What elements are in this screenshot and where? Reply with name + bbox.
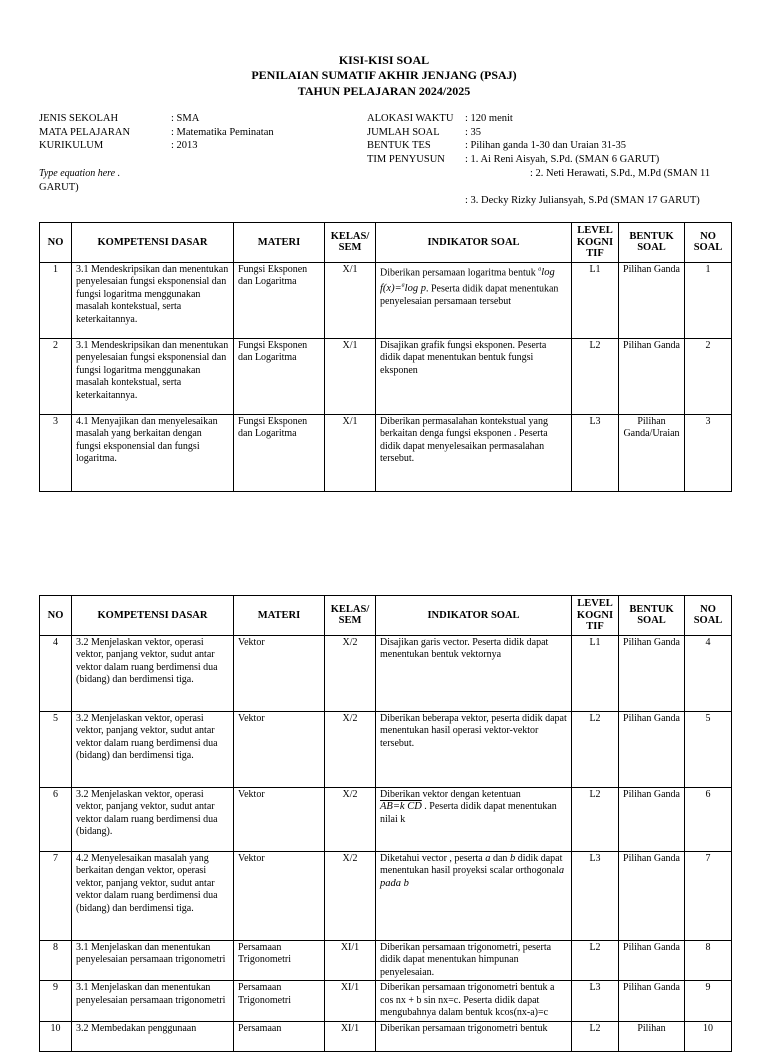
cell-kompetensi-dasar: 3.2 Membedakan penggunaan: [72, 1022, 234, 1052]
header-kompetensi-dasar: KOMPETENSI DASAR: [72, 223, 234, 263]
header-kompetensi-dasar: KOMPETENSI DASAR: [72, 596, 234, 636]
cell-kompetensi-dasar: 3.1 Menjelaskan dan menentukan penyelesaian persamaan trigonometri: [72, 940, 234, 981]
cell-indikator: Disajikan grafik fungsi eksponen. Peserta didik dapat menentukan bentuk fungsi eksponen: [376, 338, 572, 414]
cell-level: L2: [572, 940, 619, 981]
cell-materi: Vektor: [234, 851, 325, 940]
cell-no: 4: [40, 635, 72, 711]
indikator-text: . Peserta didik dapat menentukan nilai k: [380, 801, 557, 825]
cell-indikator: Diberikan persamaan trigonometri, peserta didik dapat menentukan himpunan penyelesaian.: [376, 940, 572, 981]
cell-kompetensi-dasar: 3.1 Mendeskripsikan dan menentukan penyelesaian fungsi eksponensial dan fungsi logaritma menggunakan masalah kontekstual, serta keterkaitannya.: [72, 262, 234, 338]
info-value: : 120 menit: [465, 113, 513, 124]
cell-indikator: [376, 851, 572, 940]
cell-level: L3: [572, 981, 619, 1022]
header-kelas-sem: KELAS/ SEM: [325, 223, 376, 263]
cell-kompetensi-dasar: 3.1 Menjelaskan dan menentukan penyelesaian persamaan trigonometri: [72, 981, 234, 1022]
cell-level: L2: [572, 787, 619, 851]
cell-kompetensi-dasar: 3.1 Mendeskripsikan dan menentukan penyelesaian fungsi eksponensial dan fungsi logaritma menggunakan masalah kontekstual, serta keterkaitannya.: [72, 338, 234, 414]
vector-b: b: [509, 852, 516, 864]
table-row: [40, 635, 732, 711]
info-bentuk-tes: [367, 139, 626, 153]
info-label: JUMLAH SOAL: [367, 127, 440, 138]
indikator-math: $^a$log f(x)=$^a$log p: [380, 266, 555, 295]
cell-bentuk: Pilihan Ganda/Uraian: [619, 414, 685, 491]
info-kurikulum: [39, 139, 198, 153]
cell-level: L2: [572, 711, 619, 787]
math-expression: log f(x)=: [380, 267, 555, 295]
cell-no-soal: 4: [685, 635, 732, 711]
cell-kelas: X/2: [325, 635, 376, 711]
info-label: MATA PELAJARAN: [39, 127, 131, 138]
header-level-kognitif: LEVEL KOGNI TIF: [572, 223, 619, 263]
cell-kelas: X/1: [325, 338, 376, 414]
doc-title-line-1: KISI-KISI SOAL: [338, 53, 430, 67]
table-row: [40, 414, 732, 491]
cell-kompetensi-dasar: 3.2 Menjelaskan vektor, operasi vektor, panjang vektor, sudut antar vektor dalam ruang berdimensi dua (bidang).: [72, 787, 234, 851]
indikator-math: AB=k CD: [380, 801, 422, 813]
cell-level: L1: [572, 262, 619, 338]
cell-no: 1: [40, 262, 72, 338]
cell-no-soal: 1: [685, 262, 732, 338]
info-tim-2: : 2. Neti Herawati, S.Pd., M.Pd (SMAN 11: [530, 168, 711, 179]
cell-bentuk: Pilihan Ganda: [619, 981, 685, 1022]
info-value: : 1. Ai Reni Aisyah, S.Pd. (SMAN 6 GARUT): [465, 154, 660, 165]
table-row: [40, 787, 732, 851]
cell-indikator: Diberikan persamaan trigonometri bentuk a cos nx + b sin nx=c. Peserta didik dapat mengubahnya dalam bentuk kcos(nx-a)=c: [376, 981, 572, 1022]
cell-bentuk: Pilihan Ganda: [619, 711, 685, 787]
info-tim-3: : 3. Decky Rizky Juliansyah, S.Pd (SMAN 17 GARUT): [465, 195, 700, 206]
cell-indikator: Diberikan permasalahan kontekstual yang berkaitan denga fungsi eksponen . Peserta didik dapat menyelesaikan permasalahan tersebut.: [376, 414, 572, 491]
header-materi: MATERI: [234, 223, 325, 263]
cell-materi: Persamaan Trigonometri: [234, 981, 325, 1022]
indikator-text: Diketahui vector , peserta: [380, 852, 486, 864]
cell-level: L2: [572, 1022, 619, 1052]
header-no-soal: NO SOAL: [685, 596, 732, 636]
doc-title-line-3: TAHUN PELAJARAN 2024/2025: [297, 84, 471, 98]
header-bentuk-soal: BENTUK SOAL: [619, 596, 685, 636]
cell-no: 9: [40, 981, 72, 1022]
info-mata-pelajaran: [39, 126, 274, 140]
cell-no-soal: 5: [685, 711, 732, 787]
cell-bentuk: Pilihan Ganda: [619, 940, 685, 981]
cell-no: 5: [40, 711, 72, 787]
table-row: [40, 1022, 732, 1052]
cell-no: 8: [40, 940, 72, 981]
cell-indikator: Disajikan garis vector. Peserta didik dapat menentukan bentuk vektornya: [376, 635, 572, 711]
info-label: ALOKASI WAKTU: [367, 113, 454, 124]
header-no: NO: [40, 223, 72, 263]
cell-bentuk: Pilihan: [619, 1022, 685, 1052]
table-row: [40, 981, 732, 1022]
cell-level: L3: [572, 851, 619, 940]
info-tim-2-cont: GARUT): [39, 182, 79, 193]
cell-kelas: X/1: [325, 414, 376, 491]
cell-level: L2: [572, 338, 619, 414]
cell-kelas: X/2: [325, 711, 376, 787]
cell-materi: Persamaan: [234, 1022, 325, 1052]
cell-no-soal: 7: [685, 851, 732, 940]
header-bentuk-soal: BENTUK SOAL: [619, 223, 685, 263]
cell-kelas: XI/1: [325, 1022, 376, 1052]
cell-materi: Vektor: [234, 635, 325, 711]
header-kelas-sem: KELAS/ SEM: [325, 596, 376, 636]
info-alokasi-waktu: [367, 112, 513, 126]
cell-kelas: XI/1: [325, 940, 376, 981]
vector-a: a: [485, 852, 491, 864]
cell-no-soal: 3: [685, 414, 732, 491]
kisi-kisi-table-1: [39, 222, 732, 492]
table-row: [40, 940, 732, 981]
cell-materi: Fungsi Eksponen dan Logaritma: [234, 414, 325, 491]
info-value: : 2013: [171, 140, 198, 151]
cell-indikator: Diberikan beberapa vektor, peserta didik dapat menentukan hasil operasi vektor-vektor tersebut.: [376, 711, 572, 787]
info-jenis-sekolah: [39, 112, 199, 126]
cell-indikator: [376, 262, 572, 338]
info-value: : 35: [465, 127, 482, 138]
cell-kompetensi-dasar: 4.2 Menyelesaikan masalah yang berkaitan dengan vektor, operasi vektor, panjang vektor, sudut antar vektor dalam ruang berdimensi dua (bidang) dan berdimensi tiga.: [72, 851, 234, 940]
cell-no: 2: [40, 338, 72, 414]
table-header-row: [40, 596, 732, 636]
table-row: [40, 851, 732, 940]
cell-no: 3: [40, 414, 72, 491]
indikator-text: Diberikan vektor dengan ketentuan: [380, 788, 521, 800]
cell-indikator: [376, 787, 572, 851]
cell-kompetensi-dasar: 4.1 Menyajikan dan menyelesaikan masalah yang berkaitan dengan fungsi eksponensial dan fungsi logaritma.: [72, 414, 234, 491]
cell-bentuk: Pilihan Ganda: [619, 262, 685, 338]
header-materi: MATERI: [234, 596, 325, 636]
cell-no-soal: 8: [685, 940, 732, 981]
info-label: KURIKULUM: [39, 140, 104, 151]
indikator-text: . Peserta didik dapat menentukan penyelesaian persamaan tersebut: [380, 283, 559, 307]
cell-no-soal: 6: [685, 787, 732, 851]
cell-kompetensi-dasar: 3.2 Menjelaskan vektor, operasi vektor, panjang vektor, sudut antar vektor dalam ruang berdimensi dua (bidang) dan berdimensi tiga.: [72, 635, 234, 711]
cell-no: 7: [40, 851, 72, 940]
indikator-math: a pada b: [380, 865, 565, 889]
info-jumlah-soal: [367, 126, 481, 140]
info-label: TIM PENYUSUN: [367, 154, 445, 165]
cell-materi: Vektor: [234, 711, 325, 787]
indikator-text: Diberikan persamaan logaritma bentuk: [380, 267, 539, 278]
type-equation-placeholder[interactable]: Type equation here .: [39, 168, 121, 179]
kisi-kisi-table-2: [39, 595, 732, 1052]
header-level-kognitif: LEVEL KOGNI TIF: [572, 596, 619, 636]
table-row: [40, 711, 732, 787]
info-value: : SMA: [171, 113, 200, 124]
info-label: BENTUK TES: [367, 140, 431, 151]
header-indikator-soal: INDIKATOR SOAL: [376, 596, 572, 636]
cell-no-soal: 9: [685, 981, 732, 1022]
doc-title-line-2: PENILAIAN SUMATIF AKHIR JENJANG (PSAJ): [251, 68, 517, 82]
cell-materi: Fungsi Eksponen dan Logaritma: [234, 262, 325, 338]
header-no-soal: NO SOAL: [685, 223, 732, 263]
table-row: [40, 338, 732, 414]
indikator-text: dan: [490, 852, 510, 864]
header-no: NO: [40, 596, 72, 636]
table-header-row: [40, 223, 732, 263]
cell-kelas: X/2: [325, 787, 376, 851]
info-value: : Matematika Peminatan: [171, 127, 274, 138]
cell-kelas: XI/1: [325, 981, 376, 1022]
cell-no: 10: [40, 1022, 72, 1052]
cell-materi: Fungsi Eksponen dan Logaritma: [234, 338, 325, 414]
cell-kelas: X/2: [325, 851, 376, 940]
cell-materi: Persamaan Trigonometri: [234, 940, 325, 981]
cell-no-soal: 2: [685, 338, 732, 414]
cell-level: L3: [572, 414, 619, 491]
info-value: : Pilihan ganda 1-30 dan Uraian 31-35: [465, 140, 626, 151]
cell-no-soal: 10: [685, 1022, 732, 1052]
indikator-text: didik dapat menentukan hasil proyeksi scalar orthogonal: [380, 852, 563, 877]
math-expression: log p: [404, 283, 426, 295]
info-label: JENIS SEKOLAH: [39, 113, 119, 124]
cell-bentuk: Pilihan Ganda: [619, 787, 685, 851]
cell-bentuk: Pilihan Ganda: [619, 851, 685, 940]
cell-level: L1: [572, 635, 619, 711]
cell-bentuk: Pilihan Ganda: [619, 635, 685, 711]
cell-kelas: X/1: [325, 262, 376, 338]
cell-no: 6: [40, 787, 72, 851]
cell-kompetensi-dasar: 3.2 Menjelaskan vektor, operasi vektor, panjang vektor, sudut antar vektor dalam ruang berdimensi dua (bidang) dan berdimensi tiga.: [72, 711, 234, 787]
header-indikator-soal: INDIKATOR SOAL: [376, 223, 572, 263]
cell-bentuk: Pilihan Ganda: [619, 338, 685, 414]
info-tim-penyusun: [367, 153, 659, 167]
cell-indikator: Diberikan persamaan trigonometri bentuk: [376, 1022, 572, 1052]
cell-materi: Vektor: [234, 787, 325, 851]
table-row: [40, 262, 732, 338]
